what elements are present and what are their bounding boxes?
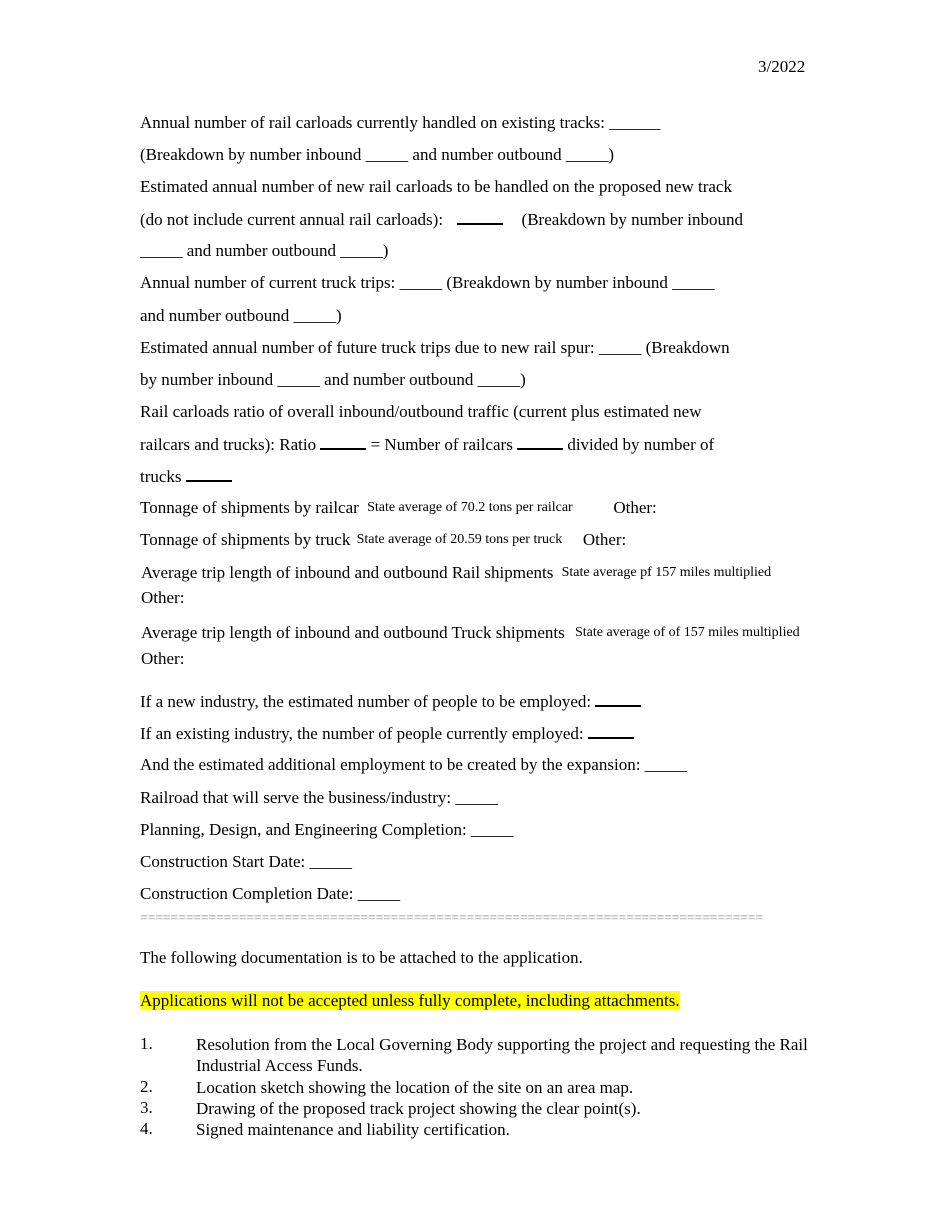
construction-start-line: Construction Start Date: _____	[140, 852, 353, 871]
trucks-blank[interactable]	[186, 466, 232, 482]
railcars-blank[interactable]	[517, 434, 563, 450]
new-rail-breakdown-line: _____ and number outbound _____)	[140, 241, 389, 260]
warning-notice	[140, 991, 680, 1011]
trip-truck-field[interactable]: State average of of 157 miles multiplied	[574, 625, 800, 640]
trip-rail-field[interactable]: State average pf 157 miles multiplied	[561, 565, 772, 580]
existing-industry-line	[140, 723, 634, 744]
existing-industry-blank[interactable]	[588, 723, 634, 739]
trip-rail-label: Average trip length of inbound and outbound Rail shipments	[141, 563, 554, 582]
tonnage-rail-label: Tonnage of shipments by railcar	[140, 498, 359, 517]
ratio-line-2	[140, 434, 714, 455]
attachment-item: Signed maintenance and liability certification.	[196, 1120, 510, 1139]
tonnage-rail-line	[140, 498, 657, 518]
ratio-label: railcars and trucks): Ratio	[140, 435, 321, 454]
trucks-line	[140, 466, 232, 487]
ratio-blank[interactable]	[320, 434, 366, 450]
future-truck-trips-line: Estimated annual number of future truck trips due to new rail spur: _____ (Breakdown	[140, 338, 730, 357]
tonnage-rail-field[interactable]: State average of 70.2 tons per railcar	[367, 500, 573, 515]
attachment-item: Drawing of the proposed track project showing the clear point(s).	[196, 1099, 641, 1118]
attachment-item: Location sketch showing the location of the site on an area map.	[196, 1078, 634, 1097]
current-rail-carloads-line: Annual number of rail carloads currently handled on existing tracks: ______	[140, 113, 661, 132]
trip-truck-label: Average trip length of inbound and outbound Truck shipments	[141, 623, 565, 642]
new-industry-line	[140, 691, 641, 712]
attachment-number: 3.	[140, 1098, 153, 1117]
new-rail-carloads-text: (do not include current annual rail carloads):	[140, 210, 448, 229]
warning-highlight: Applications will not be accepted unless fully complete, including attachments.	[140, 991, 680, 1010]
current-rail-breakdown-line: (Breakdown by number inbound _____ and number outbound _____)	[140, 145, 615, 164]
divided-label: divided by number of	[563, 435, 715, 454]
new-rail-breakdown-text: (Breakdown by number inbound	[521, 210, 743, 229]
railroad-line: Railroad that will serve the business/industry: _____	[140, 788, 498, 807]
trip-truck-line	[141, 623, 817, 643]
existing-industry-label: If an existing industry, the number of people currently employed:	[140, 724, 588, 743]
attachment-number: 2.	[140, 1077, 153, 1096]
additional-employment-line: And the estimated additional employment to be created by the expansion: _____	[140, 755, 688, 774]
new-industry-blank[interactable]	[595, 691, 641, 707]
new-rail-carloads-blank[interactable]	[457, 209, 503, 225]
current-truck-breakdown-line: and number outbound _____)	[140, 306, 342, 325]
tonnage-truck-line	[140, 530, 626, 550]
page-date: 3/2022	[758, 57, 806, 76]
new-rail-carloads-line: Estimated annual number of new rail carloads to be handled on the proposed new track	[140, 177, 732, 196]
new-industry-label: If a new industry, the estimated number of people to be employed:	[140, 692, 596, 711]
trip-truck-other: Other:	[141, 649, 185, 668]
documentation-intro: The following documentation is to be attached to the application.	[140, 948, 583, 967]
railcars-label: = Number of railcars	[366, 435, 518, 454]
construction-completion-line: Construction Completion Date: _____	[140, 884, 401, 903]
trip-rail-other: Other:	[141, 588, 185, 607]
tonnage-rail-other: Other:	[613, 498, 657, 517]
attachment-item: Resolution from the Local Governing Body supporting the project and requesting the Rail Industrial Access Funds.	[196, 1035, 808, 1075]
attachment-number: 4.	[140, 1119, 153, 1138]
tonnage-truck-other: Other:	[582, 530, 627, 549]
tonnage-truck-label: Tonnage of shipments by truck	[140, 530, 351, 549]
trucks-label: trucks	[140, 467, 186, 486]
future-truck-breakdown-line: by number inbound _____ and number outbound _____)	[140, 370, 526, 389]
attachment-number: 1.	[140, 1034, 153, 1053]
separator-line: ==================================================================================	[140, 913, 763, 925]
ratio-line: Rail carloads ratio of overall inbound/outbound traffic (current plus estimated new	[140, 402, 702, 421]
new-rail-carloads-line-2	[140, 209, 743, 230]
trip-rail-line	[141, 563, 788, 583]
planning-line: Planning, Design, and Engineering Completion: _____	[140, 820, 514, 839]
current-truck-trips-line: Annual number of current truck trips: _____ (Breakdown by number inbound _____	[140, 273, 715, 292]
tonnage-truck-field[interactable]: State average of 20.59 tons per truck	[356, 532, 563, 547]
